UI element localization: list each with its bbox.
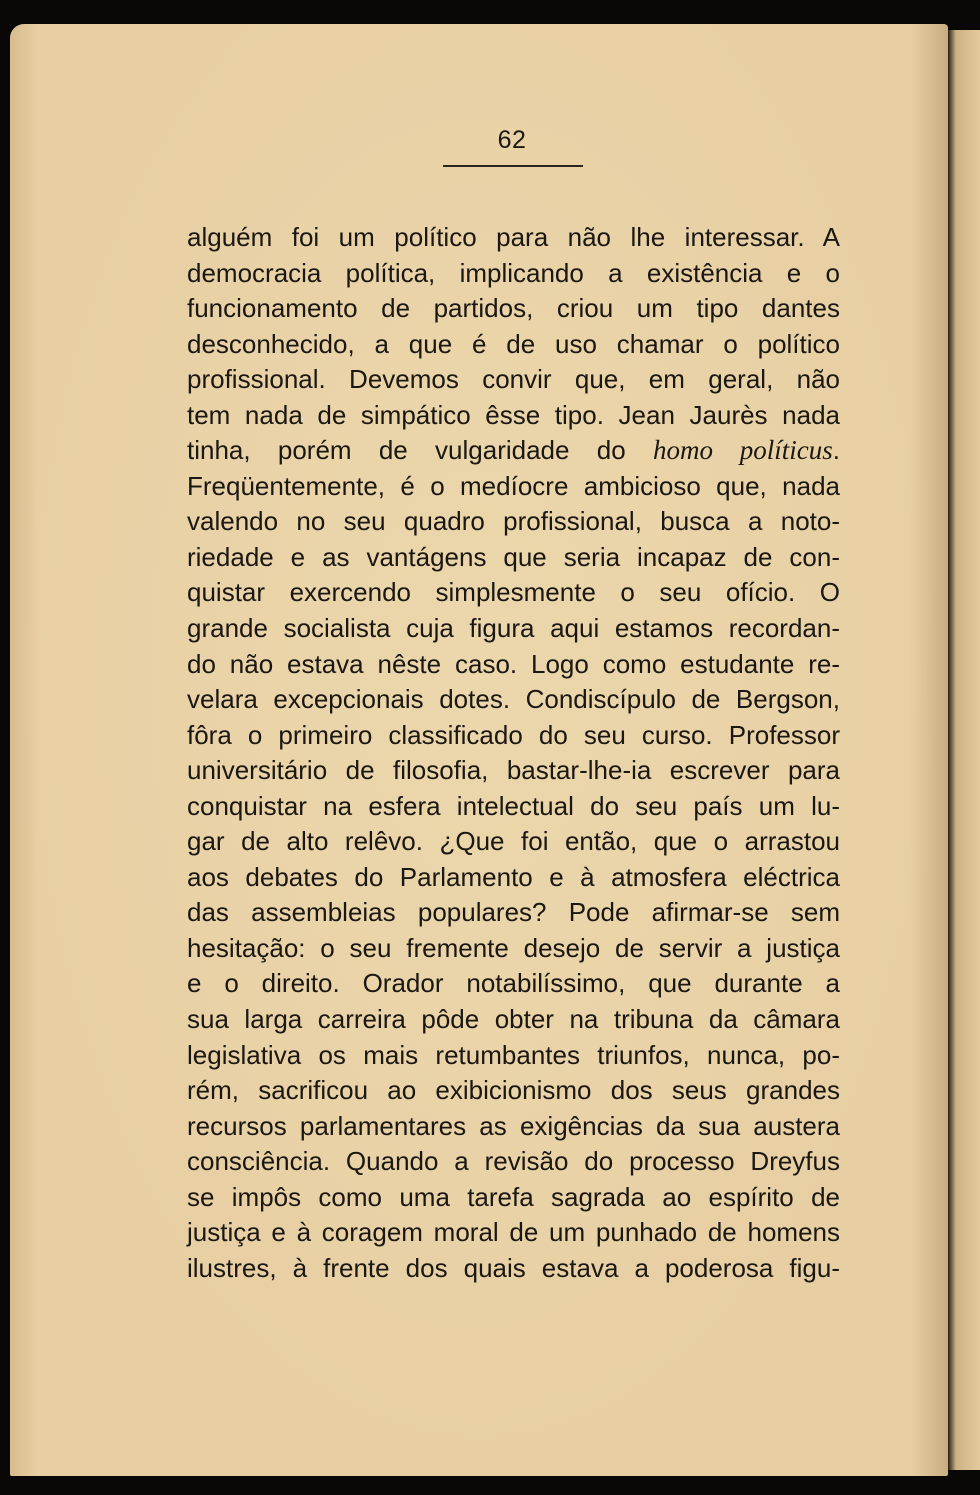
text-line-with-italic (187, 433, 840, 469)
text-line: justiça e à coragem moral de um punhado de homens (187, 1217, 840, 1248)
page-number-rule (443, 165, 583, 167)
text-line: valendo no seu quadro profissional, busca a noto- (187, 506, 840, 537)
adjacent-page-edge (948, 30, 980, 1470)
text-line: profissional. Devemos convir que, em geral, não (187, 364, 840, 395)
text-line: hesitação: o seu fremente desejo de servir a justiça (187, 932, 840, 963)
text-line: grande socialista cuja figura aqui estamos recordan- (187, 613, 840, 644)
text-line: democracia política, implicando a existência e o (187, 257, 840, 288)
text-line: riedade e as vantágens que seria incapaz de con- (187, 541, 840, 572)
text-line: Freqüentemente, é o medíocre ambicioso que, nada (187, 470, 840, 501)
text-line: rém, sacrificou ao exibicionismo dos seus grandes (187, 1075, 840, 1106)
text-line: alguém foi um político para não lhe interessar. A (187, 222, 840, 252)
text-line: se impôs como uma tarefa sagrada ao espírito de (187, 1181, 840, 1212)
text-line: funcionamento de partidos, criou um tipo dantes (187, 293, 840, 324)
text-line: recursos parlamentares as exigências da sua austera (187, 1110, 840, 1141)
text-line: legislativa os mais retumbantes triunfos, nunca, po- (187, 1039, 840, 1070)
text-line: gar de alto relêvo. ¿Que foi então, que o arrastou (187, 826, 840, 857)
text-line: consciência. Quando a revisão do processo Dreyfus (187, 1146, 840, 1177)
text-line: desconhecido, a que é de uso chamar o político (187, 328, 840, 359)
text-line: das assembleias populares? Pode afirmar-se sem (187, 897, 840, 928)
italic-term: homo políticus (652, 435, 833, 466)
text-line: fôra o primeiro classificado do seu curso. Professor (187, 719, 840, 750)
text-line: do não estava nêste caso. Logo como estudante re- (187, 648, 840, 679)
text-line: velara excepcionais dotes. Condiscípulo de Bergson, (187, 684, 840, 715)
text-line: universitário de filosofia, bastar-lhe-ia escrever para (187, 755, 840, 786)
text-line-end: . (832, 435, 840, 466)
text-line: ilustres, à frente dos quais estava a poderosa figu- (187, 1252, 840, 1283)
text-line: e o direito. Orador notabilíssimo, que durante a (187, 968, 840, 999)
text-line-start: tinha, porém de vulgaridade do (187, 435, 653, 466)
page-number: 62 (497, 126, 527, 154)
text-line: quistar exercendo simplesmente o seu ofício. O (187, 577, 840, 608)
body-text (187, 220, 840, 1286)
text-line: conquistar na esfera intelectual do seu país um lu- (187, 790, 840, 821)
text-line: sua larga carreira pôde obter na tribuna da câmara (187, 1004, 840, 1035)
text-line: tem nada de simpático êsse tipo. Jean Jaurès nada (187, 399, 840, 430)
text-line: aos debates do Parlamento e à atmosfera eléctrica (187, 861, 840, 892)
